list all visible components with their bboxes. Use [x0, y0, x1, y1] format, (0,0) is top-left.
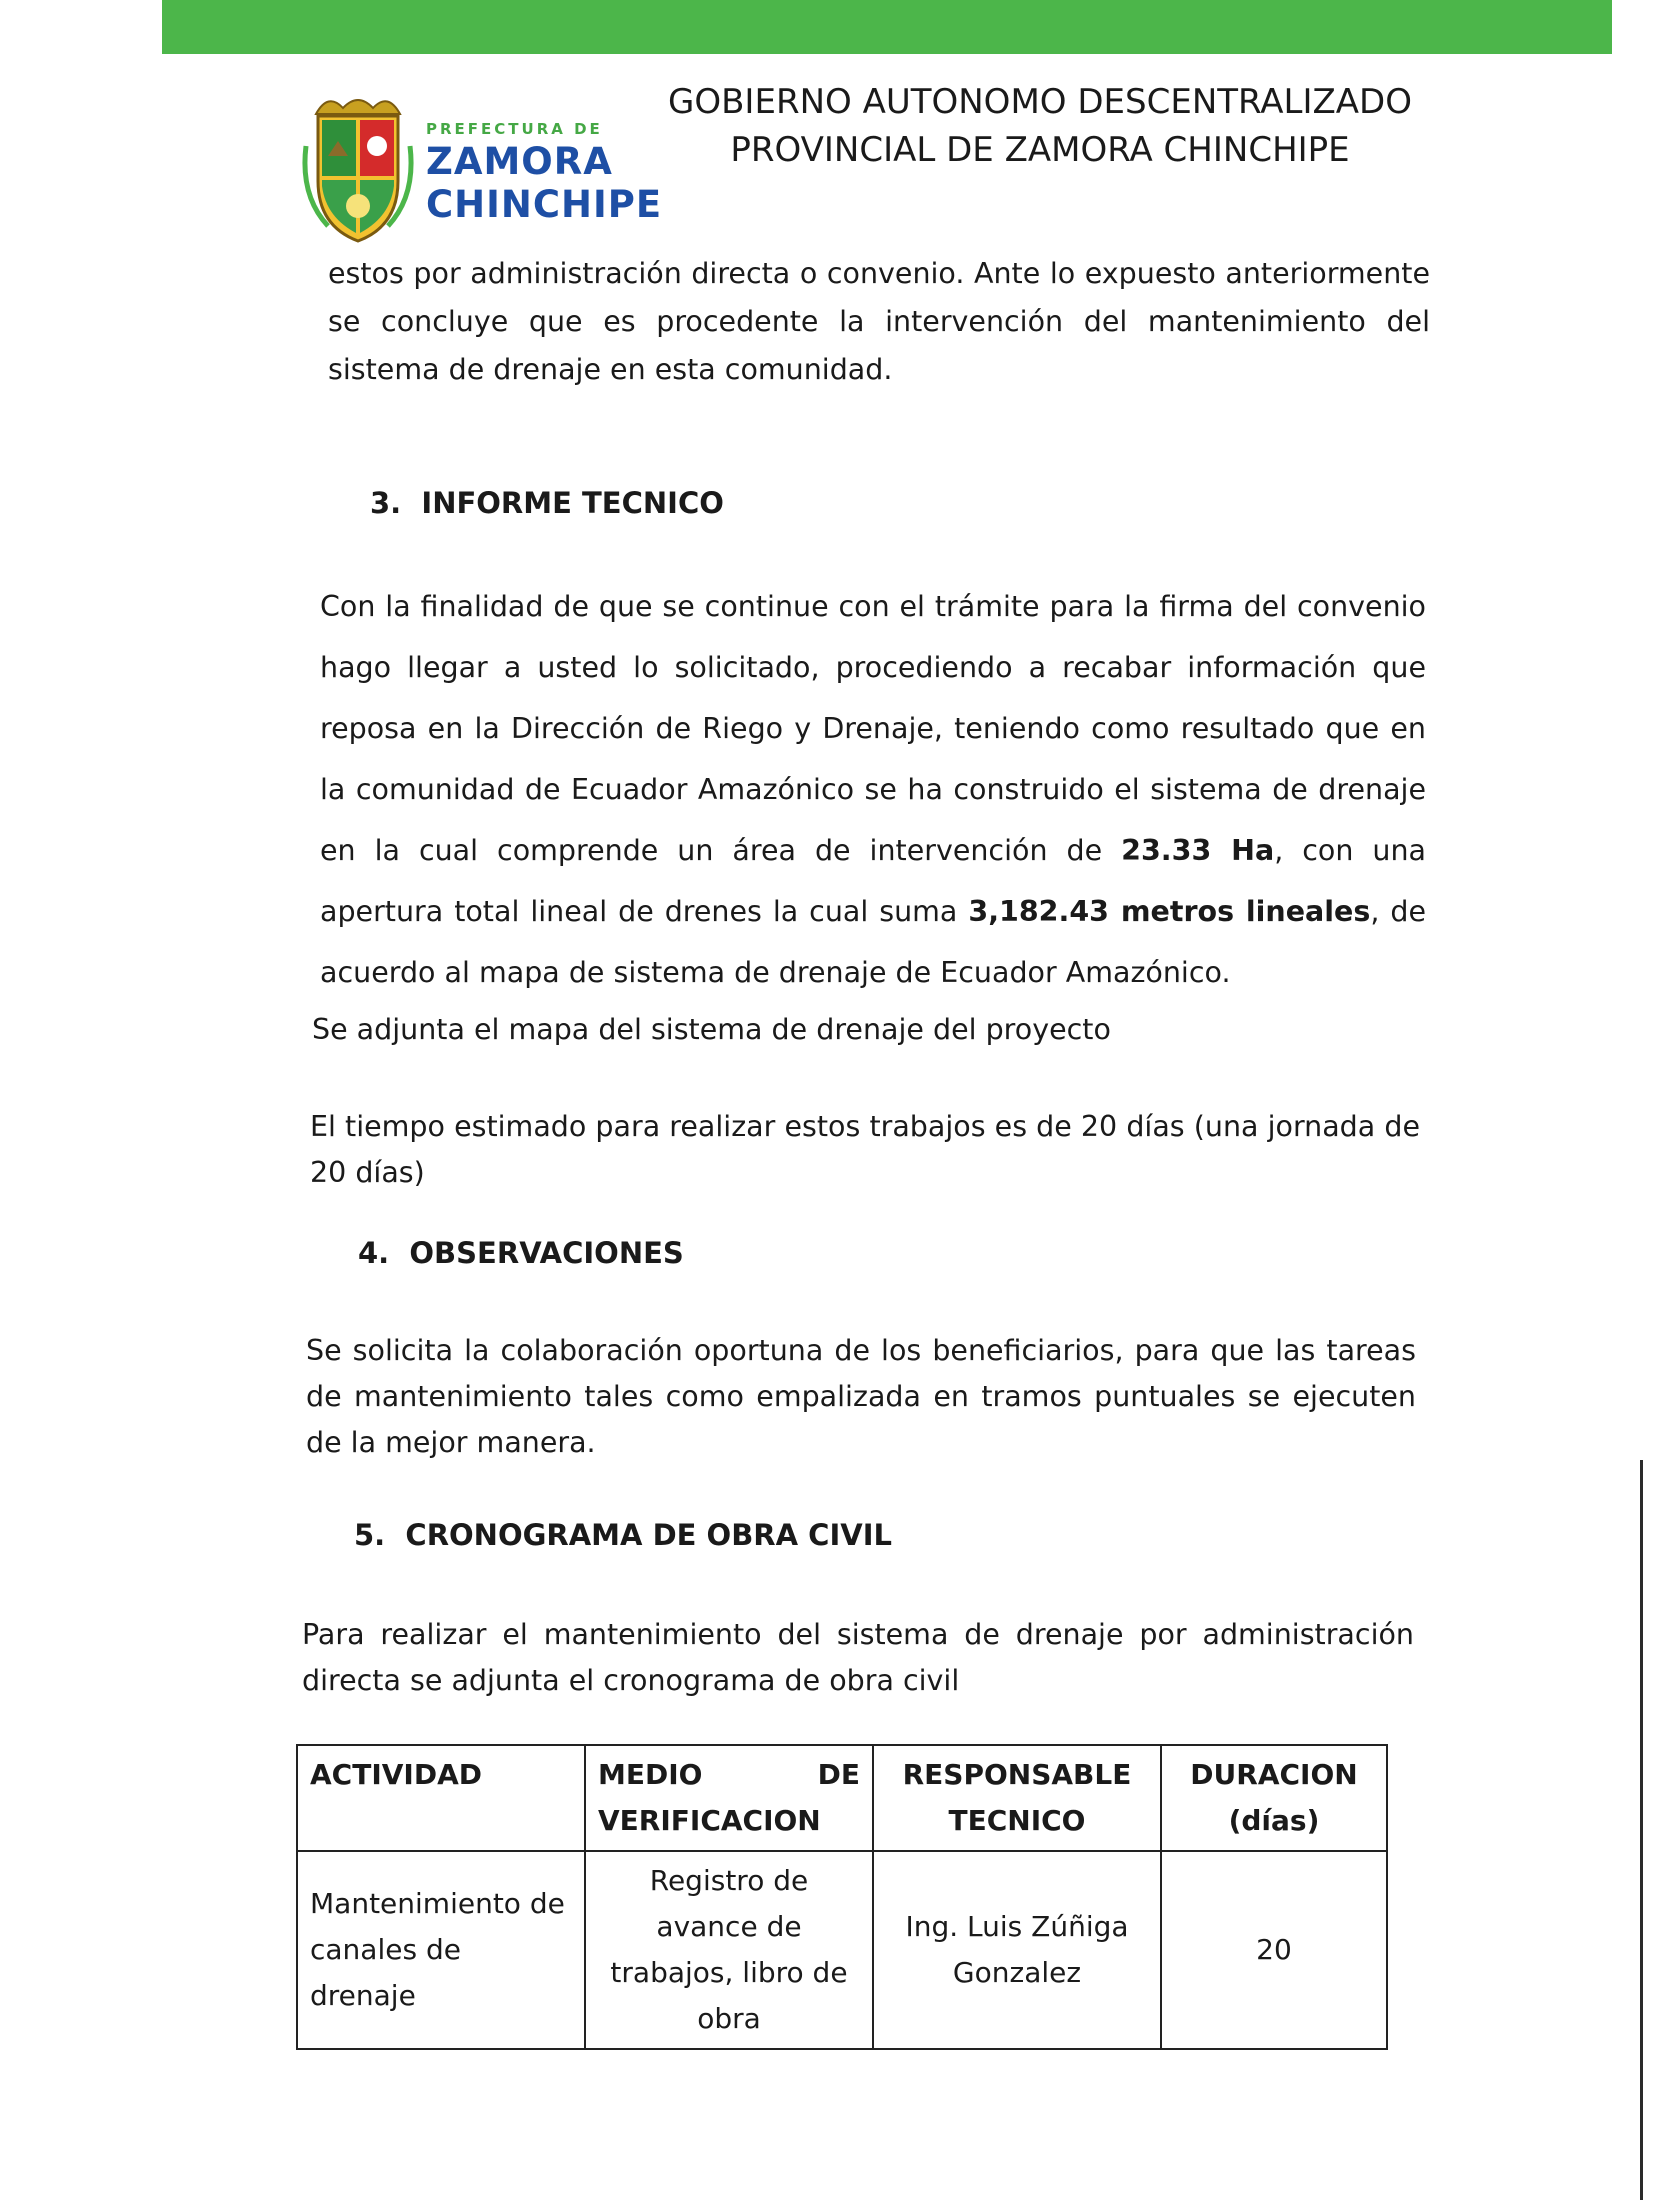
- header-responsable-tecnico: [873, 1745, 1161, 1851]
- section-4-title: OBSERVACIONES: [409, 1236, 684, 1270]
- logo-prefix: PREFECTURA DE: [426, 120, 603, 138]
- section-3-paragraph-2: Se adjunta el mapa del sistema de drenaje del proyecto: [312, 1013, 1111, 1046]
- p1-text-e: , de acuerdo al mapa de sistema de drenaje de Ecuador Amazónico.: [320, 895, 1427, 989]
- table-row: [297, 1851, 1387, 2049]
- length-value: 3,182.43 metros lineales: [968, 895, 1371, 928]
- section-5-number: 5.: [354, 1518, 386, 1552]
- intro-paragraph: estos por administración directa o convenio. Ante lo expuesto anteriormente se concluye que es procedente la intervención del mantenimiento del sistema de drenaje en esta comunidad.: [328, 257, 1430, 386]
- logo-name-line2: CHINCHIPE: [426, 183, 663, 226]
- section-4-paragraph: Se solicita la colaboración oportuna de los beneficiarios, para que las tareas de mantenimiento tales como empalizada en tramos puntuales se ejecuten de la mejor manera.: [306, 1334, 1416, 1459]
- scan-edge-line: [1640, 1460, 1643, 2200]
- header-medio-word3: VERIFICACION: [598, 1804, 821, 1837]
- institution-title-line1: GOBIERNO AUTONOMO DESCENTRALIZADO: [668, 82, 1412, 122]
- header-medio-word2: DE: [817, 1758, 860, 1791]
- table-header-row: [297, 1745, 1387, 1851]
- section-5-heading: [354, 1518, 892, 1552]
- section-5-paragraph: Para realizar el mantenimiento del sistema de drenaje por administración directa se adjunta el cronograma de obra civil: [302, 1618, 1414, 1697]
- institution-title: [660, 78, 1420, 174]
- header-duracion-line1: DURACION: [1190, 1758, 1358, 1791]
- section-3-heading: [370, 486, 724, 520]
- header-duracion: [1161, 1745, 1387, 1851]
- header-medio-word1: MEDIO: [598, 1758, 703, 1791]
- header-responsable-line1: RESPONSABLE: [902, 1758, 1132, 1791]
- header-medio-verificacion: [585, 1745, 873, 1851]
- section-5-title: CRONOGRAMA DE OBRA CIVIL: [405, 1518, 892, 1552]
- header-actividad: ACTIVIDAD: [297, 1745, 585, 1851]
- area-value: 23.33 Ha: [1121, 834, 1275, 867]
- logo-name-line1: ZAMORA: [426, 140, 613, 183]
- cell-medio-verificacion: Registro de avance de trabajos, libro de obra: [585, 1851, 873, 2049]
- section-4-number: 4.: [358, 1236, 390, 1270]
- p1-text-c: , con una apertura total lineal de drenes la cual suma: [320, 834, 1427, 928]
- cell-duracion: 20: [1161, 1851, 1387, 2049]
- header-duracion-line2: (días): [1228, 1804, 1320, 1837]
- section-3-title: INFORME TECNICO: [421, 486, 724, 520]
- section-3-paragraph-3: El tiempo estimado para realizar estos trabajos es de 20 días (una jornada de 20 días): [310, 1110, 1420, 1189]
- p1-text-a: Con la finalidad de que se continue con el trámite para la firma del convenio hago llegar a usted lo solicitado, procediendo a recabar información que reposa en la Dirección de Riego y Drenaje, teniendo como resultado que en la comunidad de Ecuador Amazónico se ha construido el sistema de drenaje en la cual comprende un área de intervención de: [320, 590, 1426, 867]
- section-3-paragraph-1: [320, 576, 1426, 1003]
- section-4-heading: [358, 1236, 684, 1270]
- cell-responsable: Ing. Luis Zúñiga Gonzalez: [873, 1851, 1161, 2049]
- institution-title-line2: PROVINCIAL DE ZAMORA CHINCHIPE: [730, 130, 1350, 170]
- header-green-bar: [162, 0, 1612, 54]
- prefectura-logo: [298, 86, 663, 256]
- coat-of-arms-icon: [298, 86, 418, 246]
- header-responsable-line2: TECNICO: [948, 1804, 1086, 1837]
- cronograma-table: [296, 1744, 1388, 2050]
- section-3-number: 3.: [370, 486, 402, 520]
- cell-actividad: Mantenimiento de canales de drenaje: [297, 1851, 585, 2049]
